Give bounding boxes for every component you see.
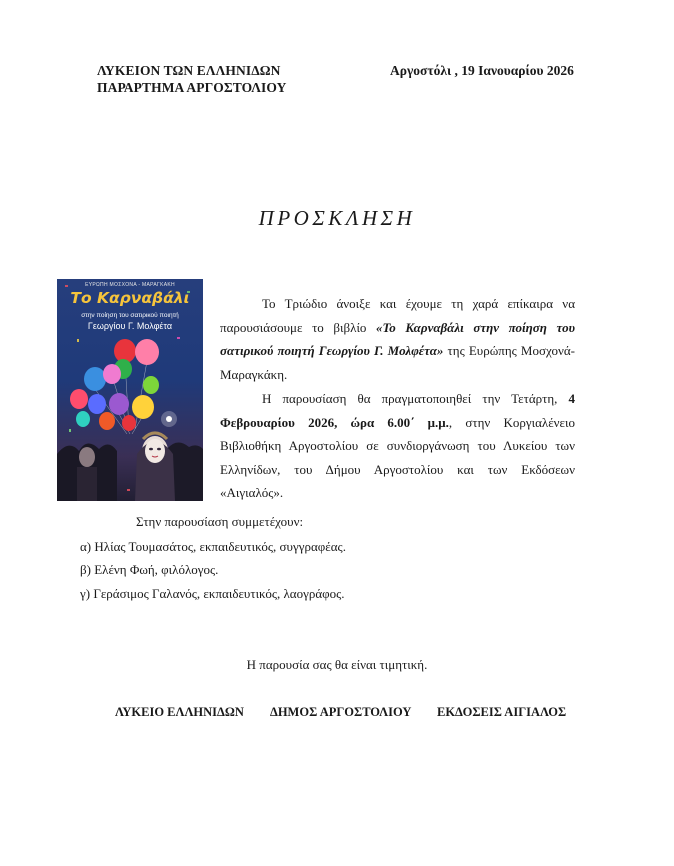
book-title-text: «Το Καρναβάλι στην ποίηση του σατιρικού ποιητή Γεωργίου Γ. Μολφέτα» xyxy=(220,319,575,359)
event-intro-text: Η παρουσίαση θα πραγματοποιηθεί την Τετάρτη, xyxy=(262,391,569,406)
participant-item: β) Ελένη Φωή, φιλόλογος. xyxy=(80,562,219,577)
intro-text: Το Τριώδιο άνοιξε και έχουμε τη χαρά επίκαιρα να παρουσιάσουμε το βιβλίο xyxy=(220,296,575,335)
book-cover-subtitle-poet: Γεωργίου Γ. Μολφέτα xyxy=(87,321,173,331)
organization-branch: ΠΑΡΑΡΤΗΜΑ ΑΡΓΟΣΤΟΛΙΟΥ xyxy=(97,80,287,95)
organization-header xyxy=(97,62,287,96)
event-details-text: , στην Κοργιαλένειο Βιβλιοθήκη Αργοστολίου σε συνδιοργάνωση του Λυκείου των Ελληνίδων, του Δήμου Αργοστολίου και των Εκδόσεων «Αιγιαλός». xyxy=(220,414,575,501)
participant-item: γ) Γεράσιμος Γαλανός, εκπαιδευτικός, λαογράφος. xyxy=(80,586,345,601)
signature-lyceum: ΛΥΚΕΙΟ ΕΛΛΗΝΙΔΩΝ xyxy=(115,705,244,719)
signature-municipality: ΔΗΜΟΣ ΑΡΓΟΣΤΟΛΙΟΥ xyxy=(270,705,412,719)
participants-heading: Στην παρουσίαση συμμετέχουν: xyxy=(136,514,304,529)
organization-name: ΛΥΚΕΙΟΝ ΤΩΝ ΕΛΛΗΝΙΔΩΝ xyxy=(97,63,281,78)
book-cover-author: ΕΥΡΩΠΗ ΜΟΣΧΟΝΑ - ΜΑΡΑΓΚΑΚΗ xyxy=(85,282,175,288)
book-cover-title: Το Καρναβάλι xyxy=(70,289,190,307)
intro-paragraph xyxy=(220,292,575,386)
closing-line: Η παρουσία σας θα είναι τιμητική. xyxy=(246,657,428,672)
document-title: ΠΡΟΣΚΛΗΣΗ xyxy=(258,206,416,230)
document-date: Αργοστόλι , 19 Ιανουαρίου 2026 xyxy=(390,63,574,78)
signature-publisher: ΕΚΔΟΣΕΙΣ ΑΙΓΙΑΛΟΣ xyxy=(437,705,567,719)
book-cover-subtitle: στην ποίηση του σατιρικού ποιητή xyxy=(81,312,179,319)
author-text: της Ευρώπης Μοσχονά-Μαραγκάκη. xyxy=(220,343,575,382)
book-cover-image xyxy=(57,279,203,501)
event-datetime: 4 Φεβρουαρίου 2026, ώρα 6.00΄ μ.μ. xyxy=(220,391,575,430)
event-paragraph xyxy=(220,387,575,505)
participant-item: α) Ηλίας Τουμασάτος, εκπαιδευτικός, συγγραφέας. xyxy=(80,539,346,554)
